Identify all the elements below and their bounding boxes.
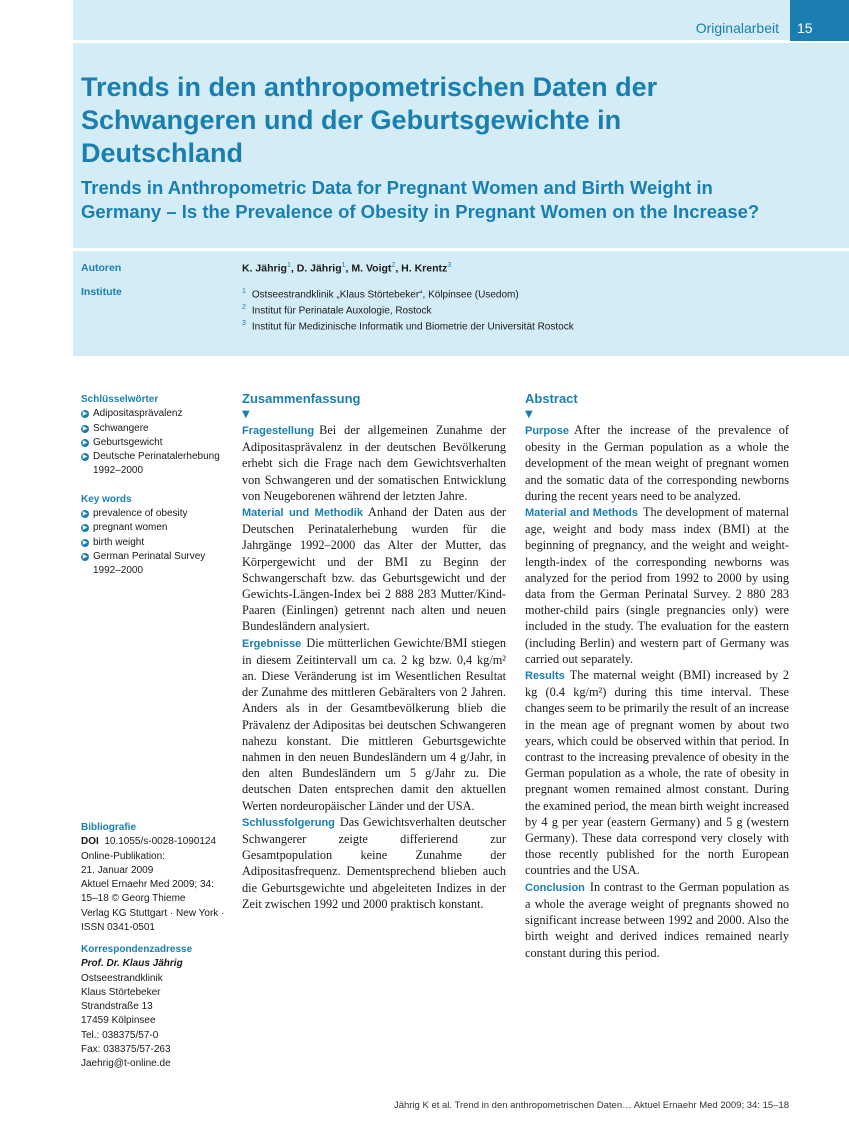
author-affiliation: 1 xyxy=(341,262,346,269)
institute-item xyxy=(242,286,574,302)
keyword-item xyxy=(81,507,231,521)
email-link[interactable]: Jaehrig@t-online.de xyxy=(81,1058,171,1070)
keyword-item xyxy=(81,450,231,479)
abstract-section xyxy=(525,879,789,961)
keywords-sidebar xyxy=(81,393,231,579)
institute-number: 3 xyxy=(242,319,246,327)
bullet-icon: ▶ xyxy=(82,511,88,518)
author-affiliation: 1 xyxy=(286,262,291,269)
author-name: D. Jährig xyxy=(296,262,342,275)
doi-label: DOI xyxy=(81,836,99,848)
institute-list xyxy=(242,286,574,333)
keyword-text: Deutsche Perinatalerhebung 1992–2000 xyxy=(93,451,220,477)
section-text: The development of maternal age, weight and body mass index (BMI) at the beginning of pregnancy, and the weight and weight-length-index of the corresponding newborns was analyzed for the period from 1992 to 2000 by using data from the German Perinatal Survey. 2 880 283 mother-child pairs (single pregnancies only) were included in the study. The evaluation for the eastern (including Berlin) and western part of Germany was carried out separately. xyxy=(525,505,789,666)
page-footer: Jährig K et al. Trend in den anthropometrischen Daten… Aktuel Ernaehr Med 2009; 34: 15–18 xyxy=(393,1100,789,1111)
keyword-item xyxy=(81,422,231,436)
section-text: In contrast to the German population as a whole the average weight of pregnants showed no significant increase between 1992 and 2000. Also the birth weight and derived indices remained nearly constant during this period. xyxy=(525,879,789,960)
keywords-de-title: Schlüsselwörter xyxy=(81,394,159,405)
institute-item xyxy=(242,318,574,334)
biblio-line: Aktuel Ernaehr Med 2009; 34: xyxy=(81,879,214,891)
keywords-en-title: Key words xyxy=(81,493,132,505)
keyword-text: pregnant women xyxy=(93,522,168,534)
title-english: Trends in Anthropometric Data for Pregnant Women and Birth Weight in Germany – Is the Prevalence of Obesity in Pregnant Women on the Increase? xyxy=(81,177,760,222)
keyword-text: Geburtsgewicht xyxy=(93,436,163,448)
biblio-line: Online-Publikation: xyxy=(81,850,165,862)
correspondence-block xyxy=(81,943,231,1072)
biblio-line: Verlag KG Stuttgart · New York · xyxy=(81,907,225,919)
bullet-icon: ▶ xyxy=(82,425,88,432)
keyword-text: birth weight xyxy=(93,536,145,548)
abstract-en-heading: Abstract xyxy=(525,391,578,406)
triangle-down-icon: ▼ xyxy=(525,409,533,420)
abstract-section xyxy=(242,635,506,814)
keyword-text: prevalence of obesity xyxy=(93,508,188,520)
keyword-text: Adipositasprävalenz xyxy=(93,408,183,420)
section-text: Das Gewichtsverhalten deutscher Schwangerer zeigte differierend zur Gesamtpopulation keine Zunahme der Adipositasfrequenz. Dementsprechend blieben auch die Geburtsgewichte und abgeleiteten Indizes in der Zeit zwischen 1992 und 2000 praktisch konstant. xyxy=(242,814,506,911)
authors-label: Autoren xyxy=(81,262,122,274)
author-name: K. Jährig xyxy=(242,262,287,275)
institute-item xyxy=(242,302,574,318)
page-number: 15 xyxy=(797,20,813,36)
address-line: Klaus Störtebeker xyxy=(81,986,161,998)
section-lead: Conclusion xyxy=(525,881,585,894)
bibliography-block xyxy=(81,821,231,935)
abstract-section xyxy=(242,422,506,504)
header-divider xyxy=(73,40,849,43)
abstract-section xyxy=(242,814,506,912)
section-lead: Purpose xyxy=(525,425,570,437)
section-text: After the increase of the prevalence of obesity in the German population as a whole the development of the mean weight of pregnant women and the somatic data of the corresponding newborns during the recent years need to be analyzed. xyxy=(525,423,789,503)
biblio-line: 15–18 © Georg Thieme xyxy=(81,893,186,905)
section-lead: Results xyxy=(525,670,565,683)
keyword-item xyxy=(81,407,231,421)
abstract-section xyxy=(242,504,506,635)
correspondence-name: Prof. Dr. Klaus Jährig xyxy=(81,958,183,970)
abstract-section xyxy=(525,667,789,879)
institute-name: Ostseestrandklinik „Klaus Störtebeker“, Kölpinsee (Usedom) xyxy=(251,289,519,301)
abstract-german xyxy=(242,390,506,912)
section-lead: Fragestellung xyxy=(242,425,315,437)
institute-name: Institut für Perinatale Auxologie, Rostock xyxy=(251,305,432,317)
section-text: The maternal weight (BMI) increased by 2 kg (0.4 kg/m²) during this time interval. These changes seem to be primarily the result of an increase in the mean age of pregnant women by about two years, which could be observed within that period. In contrast to the increasing prevalence of obesity in the German population as a whole, the rate of obesity in pregnant women remained almost constant. During the examined period, the mean birth weight increased by 4 g per year (eastern Germany) and 5 g (western Germany). These data correspond very closely with those recently published for the north European countries and the USA. xyxy=(525,668,789,878)
address-line: Strandstraße 13 xyxy=(81,1001,153,1013)
section-lead: Ergebnisse xyxy=(242,637,302,650)
author-list: K. Jährig$^1$, D. Jährig$^1$, M. Voigt$^2$, H. Krentz$^3$ xyxy=(242,262,452,275)
bullet-icon: ▶ xyxy=(82,439,88,446)
doi-value[interactable]: 10.1055/s-0028-1090124 xyxy=(104,836,217,848)
doi-line xyxy=(81,835,231,849)
bullet-icon: ▶ xyxy=(82,525,88,532)
correspondence-title: Korrespondenzadresse xyxy=(81,944,193,955)
section-text: Bei der allgemeinen Zunahme der Adipositasprävalenz in der deutschen Bevölkerung erhebt sich die Frage nach dem Gewichtsverhalten von Schwangeren und der somatischen Entwicklung von Neugeborenen während der letzten Jahre. xyxy=(242,423,506,503)
abstract-english xyxy=(525,390,789,961)
author-name: H. Krentz xyxy=(401,262,448,275)
keyword-text: Schwangere xyxy=(93,422,149,434)
bullet-icon: ▶ xyxy=(82,454,88,461)
keyword-item xyxy=(81,521,231,535)
institute-name: Institut für Medizinische Informatik und Biometrie der Universität Rostock xyxy=(251,320,574,332)
section-lead: Material and Methods xyxy=(525,507,639,520)
institute-number: 2 xyxy=(242,303,246,311)
address-line: 17459 Kölpinsee xyxy=(81,1015,156,1027)
abstract-section xyxy=(525,504,789,667)
triangle-down-icon: ▼ xyxy=(242,409,250,420)
author-affiliation: 2 xyxy=(391,262,396,269)
section-text: Die mütterlichen Gewichte/BMI stiegen in diesem Zeitintervall um ca. 2 kg bzw. 0,4 kg/m² an. Diese Veränderung ist im Wesentlichen Resultat der Zunahme des mittleren Gebäralters von 2 Jahren. Anders als in der Gesamtbevölkerung blieb die Prävalenz der Adipositas bei deutschen Schwangeren nahezu konstant. Die mittleren Geburtsgewichte nahmen in den neuen Bundesländern um 4 g/Jahr, in den alten Bundesländern um 5 g/Jahr zu. Die deutschen Daten entsprechen damit den aktuellen Werten nordeuropäischer Länder und der USA. xyxy=(242,635,506,813)
address-line: Ostseestrandklinik xyxy=(81,972,163,984)
author-name: M. Voigt xyxy=(351,262,392,275)
keyword-item xyxy=(81,436,231,450)
abstract-section xyxy=(525,422,789,504)
institutes-label: Institute xyxy=(81,286,122,298)
phone-line: Tel.: 038375/57-0 xyxy=(81,1029,159,1041)
bullet-icon: ▶ xyxy=(82,411,88,418)
bibliography-title: Bibliografie xyxy=(81,822,137,833)
bullet-icon: ▶ xyxy=(82,539,88,546)
keyword-item xyxy=(81,550,231,579)
biblio-line: ISSN 0341-0501 xyxy=(81,922,155,934)
author-affiliation: 3 xyxy=(447,262,452,269)
biblio-line: 21. Januar 2009 xyxy=(81,864,154,876)
keyword-text: German Perinatal Survey 1992–2000 xyxy=(93,550,206,577)
title-german: Trends in den anthropometrischen Daten der Schwangeren und der Geburtsgewichte in Deutschland xyxy=(81,72,658,168)
fax-line: Fax: 038375/57-263 xyxy=(81,1044,171,1056)
abstract-de-heading: Zusammenfassung xyxy=(242,391,361,406)
section-lead: Schlussfolgerung xyxy=(242,816,335,829)
section-label: Originalarbeit xyxy=(695,20,779,36)
section-lead: Material und Methodik xyxy=(242,507,363,520)
keyword-item xyxy=(81,536,231,550)
institute-number: 1 xyxy=(242,288,246,295)
header-divider-lower xyxy=(73,248,849,251)
section-text: Anhand der Daten aus der Deutschen Perinatalerhebung wurden für die Jahrgänge 1992–2000 das Alter der Mutter, das Körpergewicht und der BMI zu Beginn der Schwangerschaft bzw. das Geburtsgewicht und der Gewichts-Längen-Index bei 2 888 283 Mutter/Kind-Paaren (Einlingen) getrennt nach alten und neuen Bundesländern analysiert. xyxy=(242,505,506,634)
bullet-icon: ▶ xyxy=(82,553,88,560)
